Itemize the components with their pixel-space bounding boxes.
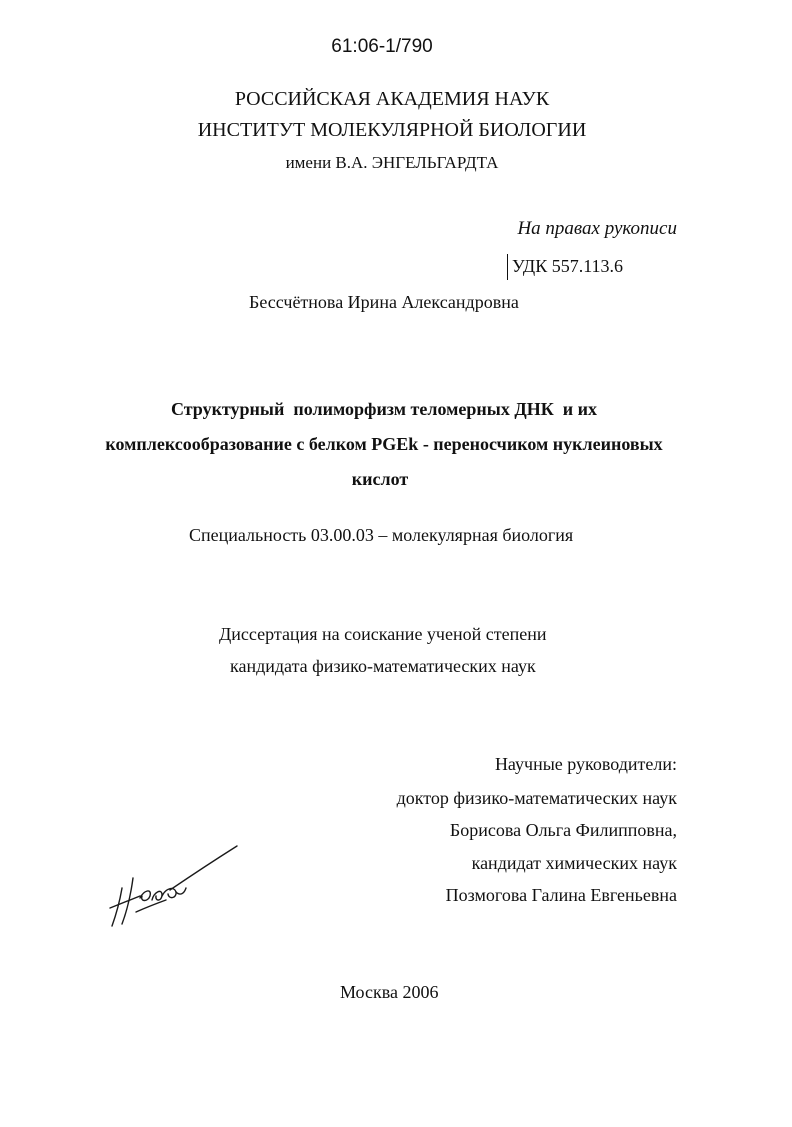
dissertation-title: [0, 392, 792, 497]
institution-line-3: имени В.А. ЭНГЕЛЬГАРДТА: [285, 153, 499, 172]
supervisor-2-name: Позмогова Галина Евгеньевна: [445, 885, 677, 905]
supervisors-heading: Научные руководители:: [494, 754, 677, 774]
archive-stamp: [0, 36, 792, 58]
udk-code: УДК 557.113.6: [512, 256, 624, 276]
handwritten-signature: [100, 838, 245, 933]
institution-line-2: ИНСТИТУТ МОЛЕКУЛЯРНОЙ БИОЛОГИИ: [197, 119, 587, 141]
supervisor-1-name: Борисова Ольга Филипповна,: [449, 820, 677, 840]
institution-line-1: РОССИЙСКАЯ АКАДЕМИЯ НАУК: [234, 88, 550, 110]
rights-note: На правах рукописи: [517, 218, 677, 239]
supervisor-1-degree: доктор физико-математических наук: [396, 788, 677, 808]
title-line-3: кислот: [351, 469, 409, 489]
dissertation-line-1: Диссертация на соискание ученой степени: [219, 624, 547, 644]
archive-stamp-text: 61:06-1/790: [331, 36, 433, 57]
specialty: Специальность 03.00.03 – молекулярная биология: [189, 525, 574, 545]
supervisor-2-degree: кандидат химических наук: [471, 853, 677, 873]
title-line-1: Структурный полиморфизм теломерных ДНК и их: [170, 399, 598, 419]
dissertation-line-2: кандидата физико-математических наук: [230, 656, 536, 676]
title-line-2: комплексообразование с белком PGEk - переносчиком нуклеиновых: [105, 434, 663, 454]
author-name: Бессчётнова Ирина Александровна: [249, 292, 519, 312]
udk-margin-line: [507, 254, 508, 280]
place-year: Москва 2006: [340, 982, 439, 1002]
